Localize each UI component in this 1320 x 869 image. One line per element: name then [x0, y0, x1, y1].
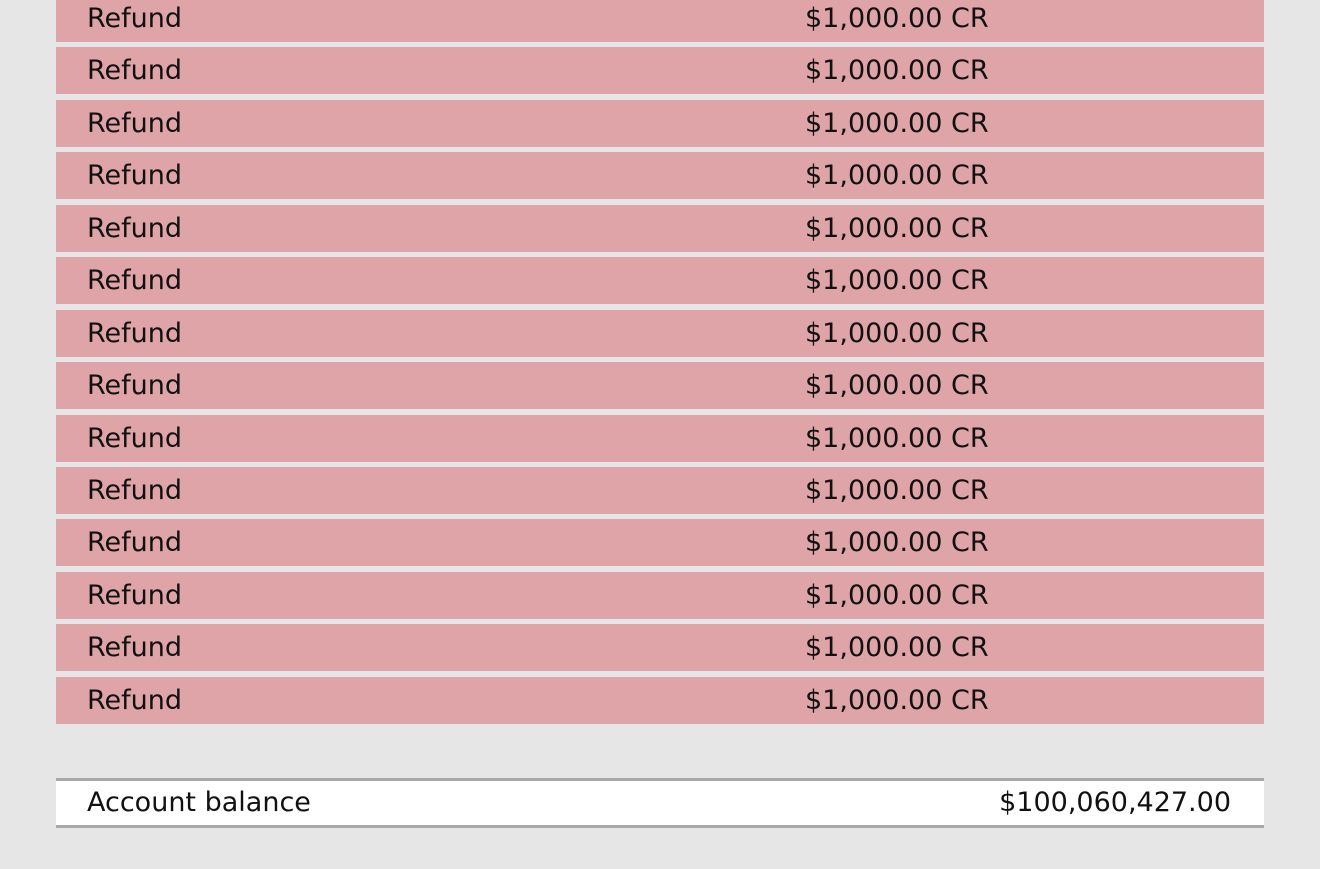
- transaction-row: [56, 205, 1264, 252]
- account-balance-value: $100,060,427.00: [999, 787, 1231, 818]
- account-balance-row: [56, 778, 1264, 828]
- transaction-amount: $1,000.00 CR: [805, 265, 989, 297]
- transaction-description: Refund: [87, 527, 183, 559]
- transaction-row: [56, 677, 1264, 724]
- transaction-amount: $1,000.00 CR: [805, 317, 989, 349]
- transaction-amount: $1,000.00 CR: [805, 160, 989, 192]
- transaction-row: [56, 362, 1264, 409]
- transaction-description: Refund: [87, 422, 183, 454]
- transaction-row: [56, 624, 1264, 671]
- transaction-row: [56, 0, 1264, 42]
- transaction-amount: $1,000.00 CR: [805, 684, 989, 716]
- transaction-row: [56, 47, 1264, 94]
- transaction-description: Refund: [87, 55, 183, 87]
- transaction-description: Refund: [87, 579, 183, 611]
- transaction-description: Refund: [87, 632, 183, 664]
- transaction-amount: $1,000.00 CR: [805, 55, 989, 87]
- transaction-description: Refund: [87, 265, 183, 297]
- account-balance-label: Account balance: [87, 787, 311, 818]
- transaction-description: Refund: [87, 212, 183, 244]
- transaction-row: [56, 572, 1264, 619]
- transaction-row: [56, 152, 1264, 199]
- transaction-amount: $1,000.00 CR: [805, 422, 989, 454]
- transaction-row: [56, 467, 1264, 514]
- transaction-amount: $1,000.00 CR: [805, 107, 989, 139]
- transaction-row: [56, 100, 1264, 147]
- transaction-amount: $1,000.00 CR: [805, 527, 989, 559]
- transaction-row: [56, 415, 1264, 462]
- transaction-amount: $1,000.00 CR: [805, 212, 989, 244]
- transaction-amount: $1,000.00 CR: [805, 3, 989, 34]
- transaction-row: [56, 519, 1264, 566]
- transaction-description: Refund: [87, 370, 183, 402]
- transaction-description: Refund: [87, 160, 183, 192]
- transaction-description: Refund: [87, 474, 183, 506]
- transaction-row: [56, 310, 1264, 357]
- transaction-amount: $1,000.00 CR: [805, 370, 989, 402]
- transaction-row: [56, 257, 1264, 304]
- transaction-amount: $1,000.00 CR: [805, 632, 989, 664]
- transaction-amount: $1,000.00 CR: [805, 579, 989, 611]
- transaction-description: Refund: [87, 317, 183, 349]
- transaction-amount: $1,000.00 CR: [805, 474, 989, 506]
- transaction-list: [56, 0, 1264, 729]
- transaction-description: Refund: [87, 107, 183, 139]
- transaction-description: Refund: [87, 3, 183, 34]
- transaction-description: Refund: [87, 684, 183, 716]
